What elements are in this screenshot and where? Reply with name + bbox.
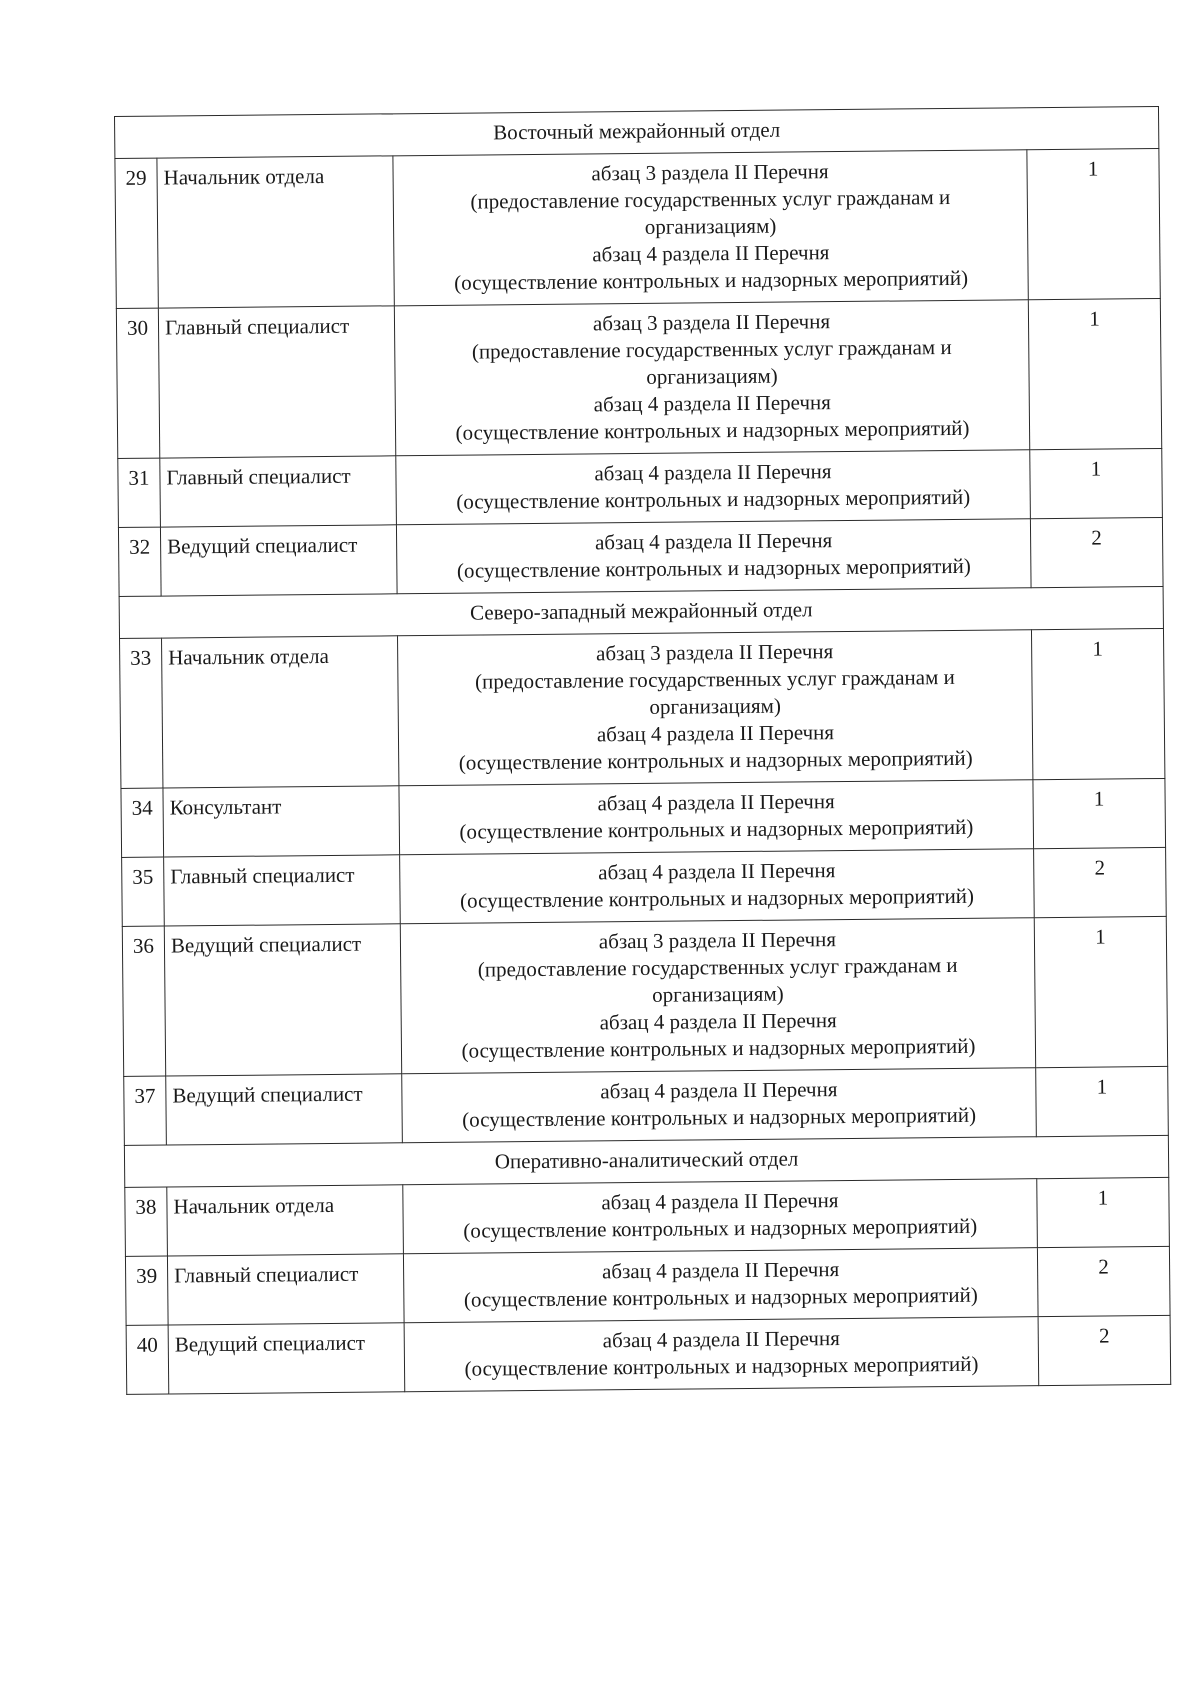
position-title: Начальник отдела [157,156,394,308]
table-row [125,1177,1170,1256]
staff-count: 1 [1036,1066,1169,1136]
basis-line: абзац 4 раздела II Перечня [601,1188,839,1215]
positions-table-body [115,106,1171,1394]
position-title: Консультант [163,786,400,857]
basis-cell [396,519,1031,594]
table-row [122,916,1167,1076]
basis-line: абзац 3 раздела II Перечня [592,309,831,336]
table-row [124,1066,1169,1145]
position-title: Главный специалист [158,306,395,458]
basis-line: организациям) [644,213,777,239]
staff-count: 1 [1027,148,1160,299]
basis-line: (осуществление контрольных и надзорных мероприятий) [455,415,970,445]
position-title: Ведущий специалист [166,1074,403,1145]
position-title: Главный специалист [167,1254,404,1325]
table-row [116,298,1161,458]
basis-line: абзац 4 раздела II Перечня [596,720,835,747]
basis-cell [404,1317,1039,1392]
basis-line: (осуществление контрольных и надзорных мероприятий) [456,484,971,514]
position-title: Ведущий специалист [168,1323,405,1394]
basis-line: абзац 4 раздела II Перечня [599,1008,837,1035]
basis-line: организациям) [652,981,784,1007]
basis-cell [400,918,1035,1074]
basis-line: (предоставление государственных услуг гражданам и [477,952,958,982]
table-row [118,448,1163,527]
basis-line: абзац 4 раздела II Перечня [593,390,831,417]
basis-cell [393,150,1028,306]
basis-line: (осуществление контрольных и надзорных мероприятий) [463,1213,978,1243]
basis-cell [394,300,1029,456]
basis-line: (осуществление контрольных и надзорных мероприятий) [462,1102,977,1132]
staff-count: 2 [1038,1315,1171,1385]
basis-line: (осуществление контрольных и надзорных мероприятий) [461,1033,976,1063]
basis-line: абзац 4 раздела II Перечня [594,528,833,555]
basis-cell [398,630,1033,786]
row-number: 30 [116,308,159,458]
row-number: 33 [120,638,163,788]
row-number: 31 [118,458,161,527]
row-number: 32 [118,527,161,596]
row-number: 39 [125,1256,168,1325]
staff-count: 1 [1030,448,1163,518]
row-number: 37 [124,1076,167,1145]
basis-line: абзац 4 раздела II Перечня [600,1077,838,1104]
table-row [121,778,1166,857]
basis-line: (осуществление контрольных и надзорных мероприятий) [464,1351,979,1381]
basis-line: абзац 3 раздела II Перечня [595,639,834,666]
row-number: 34 [121,788,164,857]
row-number: 40 [126,1325,169,1394]
staff-count: 2 [1030,517,1163,587]
basis-line: абзац 4 раздела II Перечня [594,459,832,486]
basis-line: абзац 4 раздела II Перечня [597,789,835,816]
position-title: Главный специалист [160,456,397,527]
basis-line: абзац 3 раздела II Перечня [598,927,837,954]
position-title: Начальник отдела [162,636,399,788]
basis-line: (осуществление контрольных и надзорных мероприятий) [456,553,971,583]
position-title: Главный специалист [164,855,401,926]
staff-count: 1 [1028,298,1161,449]
basis-cell [399,780,1034,855]
staff-count: 2 [1034,847,1167,917]
basis-line: (осуществление контрольных и надзорных мероприятий) [459,883,975,913]
basis-line: (предоставление государственных услуг гражданам и [470,184,951,214]
row-number: 29 [115,158,158,308]
table-row [120,628,1165,788]
row-number: 36 [122,926,165,1076]
basis-cell [402,1068,1037,1143]
section-title: Оперативно-аналитический отдел [124,1135,1168,1187]
basis-line: (осуществление контрольных и надзорных мероприятий) [454,265,969,295]
table-row [125,1246,1170,1325]
basis-cell [396,450,1031,525]
basis-cell [403,1179,1038,1254]
basis-line: абзац 4 раздела II Перечня [602,1326,840,1353]
table-row [122,847,1167,926]
section-title: Северо-западный межрайонный отдел [119,586,1163,638]
basis-line: организациям) [649,693,782,719]
basis-line: абзац 4 раздела II Перечня [601,1257,840,1284]
table-row [126,1315,1171,1394]
basis-line: (предоставление государственных услуг гражданам и [474,664,955,694]
staff-count: 1 [1033,778,1166,848]
staff-count: 1 [1037,1177,1170,1247]
staff-count: 1 [1031,628,1164,779]
row-number: 38 [125,1187,168,1256]
row-number: 35 [122,857,165,926]
basis-line: абзац 4 раздела II Перечня [592,240,830,267]
basis-line: (предоставление государственных услуг гражданам и [471,334,952,364]
table-row [118,517,1163,596]
basis-cell [400,849,1035,924]
staff-count: 1 [1034,916,1167,1067]
section-title: Восточный межрайонный отдел [115,106,1159,158]
basis-line: абзац 3 раздела II Перечня [591,159,829,186]
basis-line: абзац 4 раздела II Перечня [598,858,836,885]
basis-line: организациям) [646,363,778,389]
position-title: Ведущий специалист [160,525,397,596]
staff-count: 2 [1037,1246,1170,1316]
basis-line: (осуществление контрольных и надзорных мероприятий) [458,745,973,775]
position-title: Начальник отдела [167,1185,404,1256]
basis-line: (осуществление контрольных и надзорных мероприятий) [459,814,974,844]
basis-cell [403,1248,1038,1323]
position-title: Ведущий специалист [164,924,401,1076]
table-row [115,148,1160,308]
basis-line: (осуществление контрольных и надзорных мероприятий) [463,1282,978,1312]
positions-table [114,106,1171,1395]
